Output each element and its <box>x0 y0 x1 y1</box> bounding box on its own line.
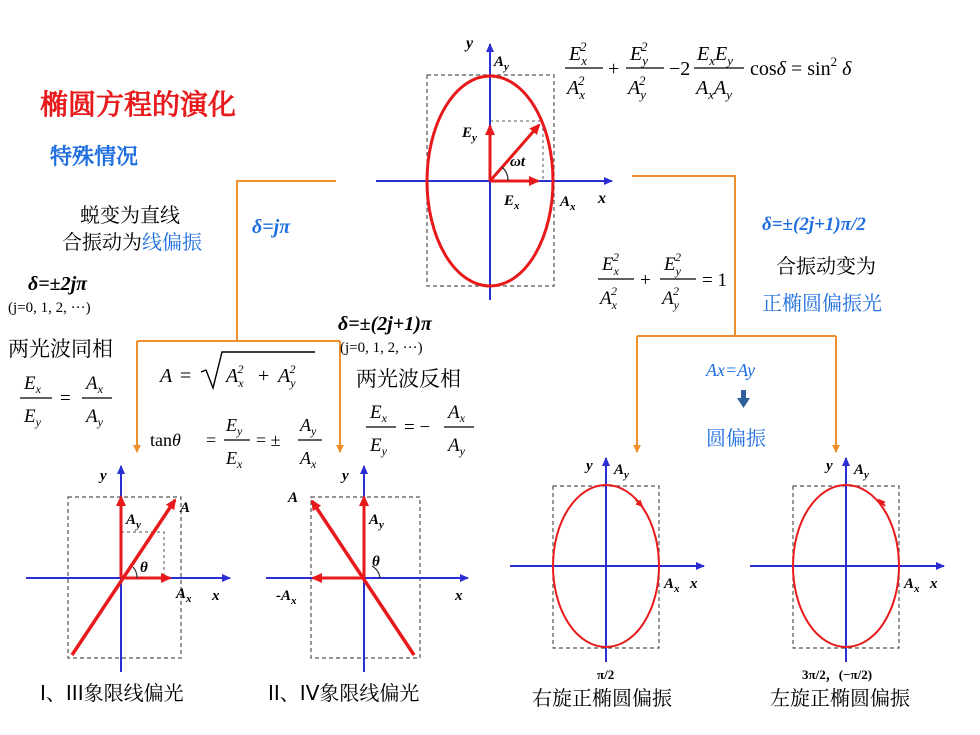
tan-formula <box>150 415 322 471</box>
diagram-right-handed <box>510 458 704 682</box>
svg-text:Ax2: $A_x2$ <box>567 73 585 102</box>
opposite-phase-desc: 两光波反相 <box>356 367 461 391</box>
same-phase-cond: δ=±2jπ <box>28 273 88 295</box>
svg-text:Ay: $A_y$ <box>448 435 465 458</box>
svg-text:y: y <box>826 458 833 474</box>
svg-text:Ax: $A_x$ <box>904 576 920 595</box>
same-phase-ratio <box>20 373 112 429</box>
svg-text:Ay: $A_y$ <box>300 415 317 438</box>
caption-right-handed: 右旋正椭圆偏振 <box>532 686 672 710</box>
delta-jpi-label: δ=jπ <box>252 216 291 238</box>
svg-text:Ax: $A_x$ <box>664 576 680 595</box>
linear-pol-text: 合振动为线偏振 <box>62 230 202 254</box>
svg-text:Ex2: $E_x2$ <box>569 39 587 68</box>
svg-text:-Ax: $-A_x$ <box>276 588 297 607</box>
diagram-quadrant-2-4 <box>266 466 468 672</box>
top-ex-label: $E_x$ <box>504 193 520 212</box>
down-arrow-icon <box>737 390 750 408</box>
subtitle: 特殊情况 <box>50 145 139 170</box>
caption-quadrant-2-4: II、IV象限线偏光 <box>268 681 420 705</box>
svg-text:3π/2，(−π/2): 3π/2，(−π/2) <box>802 667 873 682</box>
svg-text:π/2: π/2 <box>597 667 615 682</box>
svg-text:Ey2: $E_y2$ <box>630 39 648 68</box>
opposite-phase-j: (j=0, 1, 2, ···) <box>340 340 423 356</box>
diagram-left-handed <box>750 458 944 683</box>
svg-text:= −: = − <box>404 417 431 438</box>
svg-text:Ay: $A_y$ <box>126 512 141 531</box>
svg-text:−2: −2 <box>669 58 691 80</box>
svg-text:x: x <box>212 588 220 604</box>
linear-change-text: 蜕变为直线 <box>80 203 180 227</box>
same-phase-desc: 两光波同相 <box>8 337 113 361</box>
svg-text:y: y <box>342 468 349 484</box>
svg-text:θ: θ <box>372 554 380 570</box>
same-phase-j: (j=0, 1, 2, ···) <box>8 300 91 316</box>
svg-text:Ay2: $A_y2$ <box>278 362 296 390</box>
general-ellipse-equation <box>565 39 852 102</box>
svg-text:cosδ = sin2 δ: $\cos\delta = \sin^2 \delta$ <box>750 54 852 80</box>
svg-text:x: x <box>690 576 698 592</box>
opposite-phase-cond: δ=±(2j+1)π <box>338 313 432 335</box>
svg-text:Ax2: $A_x2$ <box>226 362 244 390</box>
top-ay-label: $A_y$ <box>494 54 509 73</box>
flow-lines <box>137 176 836 452</box>
svg-text:x: x <box>455 588 463 604</box>
svg-text:Ay2: $A_y2$ <box>628 73 646 102</box>
top-ellipse-diagram <box>376 35 612 300</box>
caption-quadrant-1-3: I、III象限线偏光 <box>40 681 184 705</box>
svg-text:A: A <box>180 500 191 516</box>
normal-ellipse-equation <box>598 250 727 312</box>
svg-text:x: x <box>930 576 938 592</box>
svg-text:θ: θ <box>140 560 148 576</box>
svg-text:+: + <box>608 58 620 80</box>
top-ey-label: $E_y$ <box>462 125 477 144</box>
top-ax-label: $A_x$ <box>560 194 576 213</box>
top-y-label: y <box>466 35 474 52</box>
svg-text:Ay2: $A_y2$ <box>662 284 679 312</box>
omega-t-label: ωt <box>510 154 526 170</box>
circular-pol-label: 圆偏振 <box>706 426 766 450</box>
amplitude-formula <box>158 352 315 390</box>
svg-text:Ax: $A_x$ <box>300 448 317 471</box>
opposite-phase-ratio <box>366 402 474 458</box>
svg-text:Ey: $E_y$ <box>370 435 387 458</box>
svg-text:AxAy: $A_xA_y$ <box>696 77 732 102</box>
svg-text:y: y <box>586 458 593 474</box>
svg-text:Ay: $A_y$ <box>369 512 384 531</box>
normal-ellipse-pol-text: 正椭圆偏振光 <box>762 291 882 315</box>
svg-text:y: y <box>100 468 107 484</box>
svg-text:=: = <box>206 430 217 450</box>
svg-text:= 1: = 1 <box>702 270 727 291</box>
delta-half-pi-label: δ=±(2j+1)π/2 <box>762 214 866 235</box>
svg-text:Ax: $A_x$ <box>448 402 465 425</box>
svg-text:=: = <box>180 365 192 387</box>
svg-text:Ey: $E_y$ <box>24 406 41 429</box>
svg-text:+: + <box>640 270 651 291</box>
svg-text:Ay: $A_y$ <box>86 406 103 429</box>
svg-text:Ex2: $E_x2$ <box>602 250 619 278</box>
svg-text:Ey2: $E_y2$ <box>664 250 681 278</box>
diagram-quadrant-1-3 <box>26 466 230 672</box>
svg-text:Ax: $A_x$ <box>176 586 192 605</box>
e-vector <box>490 125 539 181</box>
svg-text:=: = <box>60 388 71 409</box>
svg-text:tanθ: tanθ <box>150 430 181 450</box>
svg-text:Ax: $A_x$ <box>86 373 103 396</box>
svg-text:A: A <box>288 490 299 506</box>
svg-text:Ay: $A_y$ <box>854 462 869 481</box>
svg-text:A: A <box>160 365 173 387</box>
svg-text:= ±: = ± <box>256 430 281 450</box>
svg-text:Ax2: $A_x2$ <box>600 284 617 312</box>
svg-text:ExEy: $E_xE_y$ <box>697 43 733 68</box>
svg-text:Ex: $E_x$ <box>370 402 387 425</box>
circular-cond: Ax=Ay <box>706 360 756 380</box>
title: 椭圆方程的演化 <box>40 88 237 121</box>
svg-text:Ex: $E_x$ <box>24 373 41 396</box>
svg-text:Ey: $E_y$ <box>226 415 243 438</box>
svg-text:Ay: $A_y$ <box>614 462 629 481</box>
omega-t-arc <box>502 167 508 181</box>
caption-left-handed: 左旋正椭圆偏振 <box>770 686 910 710</box>
svg-text:Ex: $E_x$ <box>226 448 243 471</box>
ellipse-change-text: 合振动变为 <box>776 254 876 278</box>
top-x-label: x <box>598 190 606 207</box>
svg-text:+: + <box>258 365 270 387</box>
